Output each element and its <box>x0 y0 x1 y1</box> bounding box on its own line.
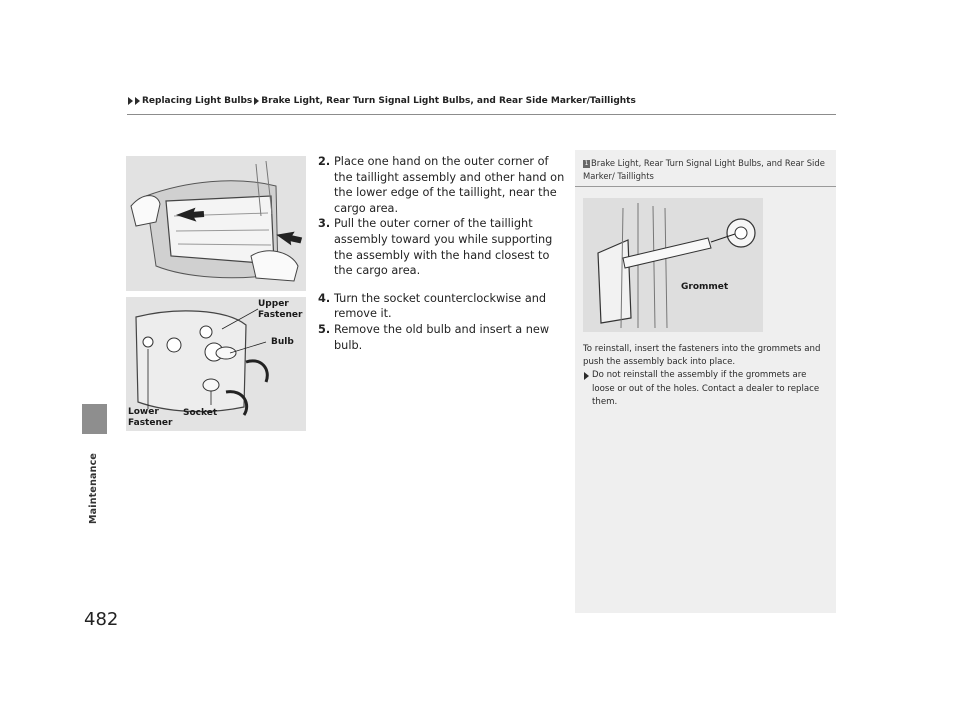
grommet-label: Grommet <box>681 282 729 292</box>
step-number: 5. <box>318 322 331 336</box>
breadcrumb-item[interactable]: Brake Light, Rear Turn Signal Light Bulbs, and Rear Side Marker/Taillights <box>261 96 636 106</box>
bulb-socket-illustration <box>126 297 306 431</box>
step-text: Turn the socket counterclockwise and remove it. <box>334 291 547 321</box>
breadcrumb-arrow-icon <box>135 97 140 105</box>
breadcrumb-item[interactable]: Replacing Light Bulbs <box>142 96 253 106</box>
step-text: Pull the outer corner of the taillight assembly toward you while supporting the assembly with the hand closest to the cargo area. <box>334 217 553 278</box>
bulb-label: Bulb <box>271 337 294 347</box>
grommet-drawing <box>583 198 763 332</box>
note-title <box>583 157 833 183</box>
note-body <box>583 343 828 409</box>
lower-fastener-label: Lower Fastener <box>128 407 173 428</box>
step-item <box>318 322 566 353</box>
socket-label: Socket <box>183 408 218 418</box>
breadcrumb <box>127 94 827 108</box>
step-item <box>318 154 566 216</box>
step-number: 3. <box>318 217 331 231</box>
grommet-illustration <box>583 198 763 332</box>
instruction-steps <box>318 154 566 353</box>
taillight-removal-illustration <box>126 156 306 291</box>
note-arrow-icon <box>583 372 592 409</box>
note-divider <box>575 186 836 187</box>
breadcrumb-arrow-icon <box>128 97 133 105</box>
step-number: 2. <box>318 155 331 168</box>
note-subpoint <box>583 369 828 409</box>
step-item <box>318 291 566 322</box>
section-label: Maintenance <box>88 452 99 524</box>
step-item <box>318 216 566 278</box>
page-number: 482 <box>84 609 119 630</box>
header-divider <box>127 114 836 115</box>
section-tab <box>82 404 107 434</box>
breadcrumb-arrow-icon <box>254 97 259 105</box>
step-text: Remove the old bulb and insert a new bulb. <box>334 322 550 352</box>
taillight-removal-drawing <box>126 156 306 291</box>
note-title-text: Brake Light, Rear Turn Signal Light Bulbs, and Rear Side Marker/ Taillights <box>583 158 825 181</box>
note-reference-icon: 1 <box>584 160 589 167</box>
upper-fastener-label: Upper Fastener <box>258 299 303 320</box>
step-number: 4. <box>318 291 331 305</box>
step-text: Place one hand on the outer corner of the taillight assembly and other hand on the lower edge of the taillight, near the cargo area. <box>334 155 565 215</box>
note-subpoint-text: Do not reinstall the assembly if the grommets are loose or out of the holes. Contact a dealer to replace them. <box>592 370 820 407</box>
note-body-text: To reinstall, insert the fasteners into the grommets and push the assembly back into place. <box>583 344 821 368</box>
